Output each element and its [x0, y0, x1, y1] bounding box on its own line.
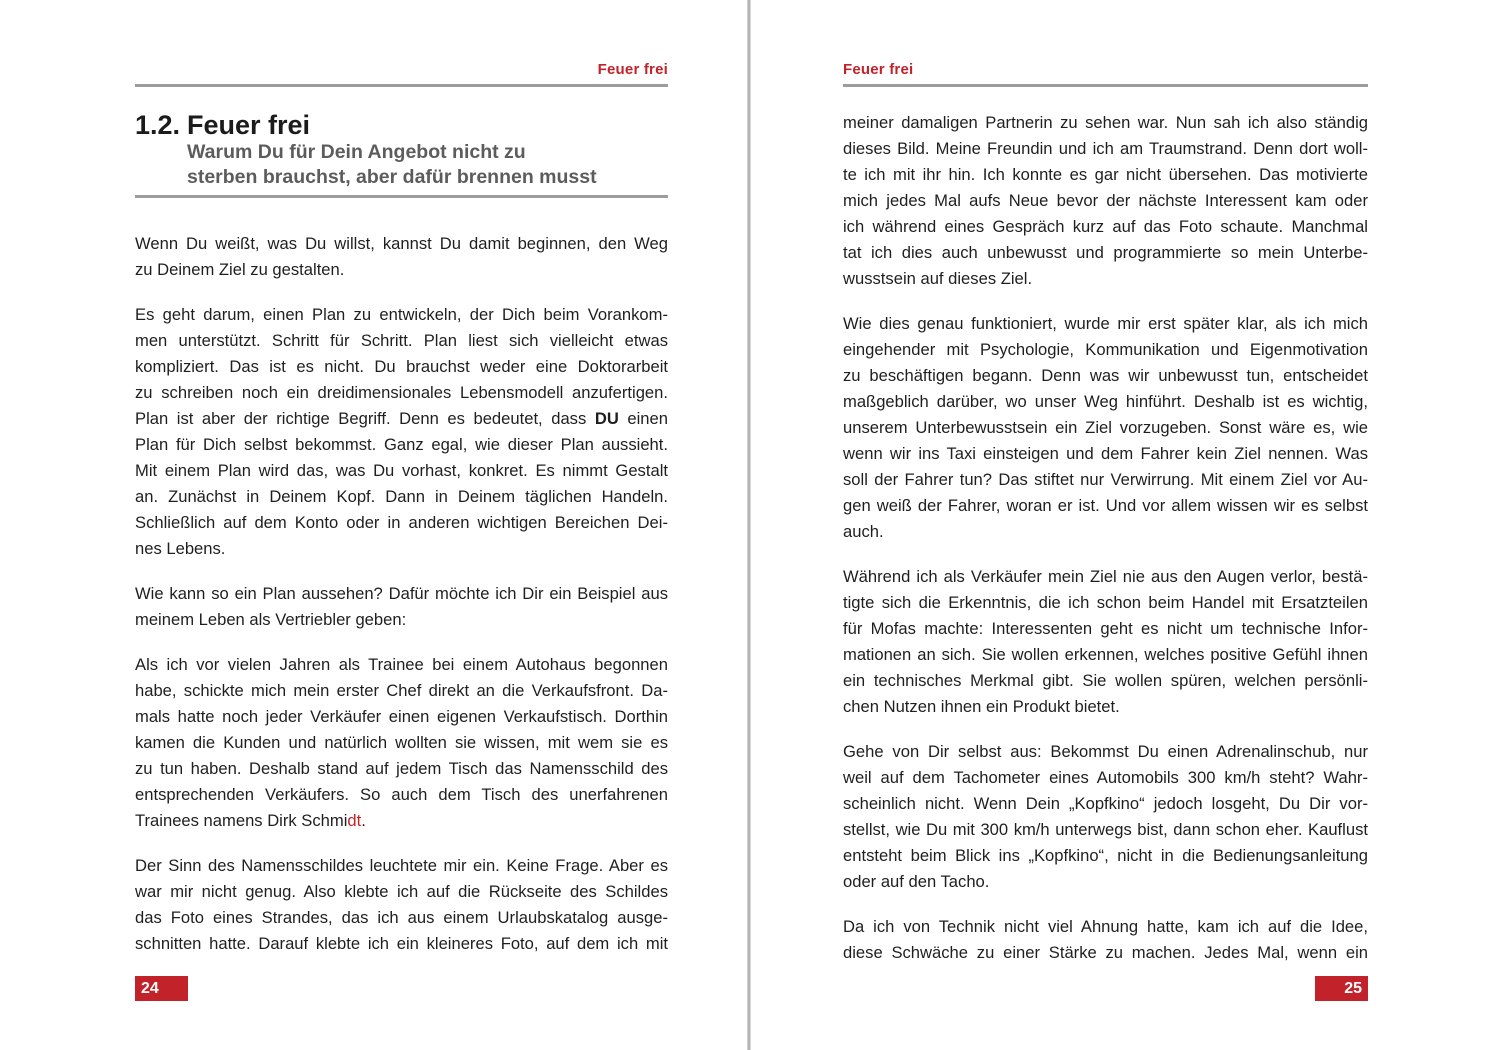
paragraph [135, 853, 668, 957]
body-line: Mit einem Plan wird das, was Du vorhast, konkret. Es nimmt Gestalt [135, 461, 668, 480]
chapter-subtitle-line: Warum Du für Dein Angebot nicht zu [187, 141, 526, 163]
running-header: Feuer frei [597, 61, 668, 78]
paragraph [843, 564, 1368, 720]
body-line: diese Schwäche zu einer Stärke zu machen. Jedes Mal, wenn ein [843, 943, 1368, 962]
body-line: weil auf dem Tachometer eines Automobils 300 km/h steht? Wahr- [843, 768, 1368, 787]
body-line: Schließlich auf dem Konto oder in anderen wichtigen Bereichen Dei- [135, 513, 668, 532]
body-line: zu schreiben noch ein dreidimensionales Lebensmodell anzufertigen. [135, 383, 668, 402]
text-segment: . [361, 811, 366, 830]
body-line: Der Sinn des Namensschildes leuchtete mir ein. Keine Frage. Aber es [135, 856, 668, 875]
heading-rule [135, 195, 668, 198]
page-number-badge: 25 [1315, 976, 1368, 1001]
chapter-subtitle-line: sterben brauchst, aber dafür brennen musst [187, 166, 597, 188]
accent-text: dt [347, 811, 362, 830]
page-body [843, 110, 1368, 966]
body-line: scheinlich nicht. Wenn Dein „Kopfkino“ jedoch losgeht, Du Dir vor- [843, 794, 1368, 813]
page-gutter-divider [747, 0, 751, 1050]
body-line: auch. [843, 522, 884, 541]
body-line: zu beschäftigen begann. Denn was wir unbewusst tun, entscheidet [843, 366, 1368, 385]
emphasized-text: DU [594, 409, 619, 428]
paragraph [135, 652, 668, 834]
body-line: schnitten hatte. Darauf klebte ich ein kleineres Foto, auf dem ich mit [135, 934, 668, 953]
body-line: tat ich dies auch unbewusst und programmierte so mein Unterbe- [843, 243, 1368, 262]
left-page [135, 0, 668, 1050]
body-line [135, 406, 668, 432]
body-line: war mir nicht genug. Also klebte ich auf die Rückseite des Schildes [135, 882, 668, 901]
body-line: meiner damaligen Partnerin zu sehen war. Nun sah ich also ständig [843, 113, 1368, 132]
body-line: tigte sich die Erkenntnis, die ich schon beim Handel mit Ersatzteilen [843, 593, 1368, 612]
body-line: Plan für Dich selbst bekommst. Ganz egal, wie dieser Plan aussieht. [135, 435, 668, 454]
body-line: Wenn Du weißt, was Du willst, kannst Du damit beginnen, den Weg [135, 234, 668, 253]
body-line: zu Deinem Ziel zu gestalten. [135, 260, 345, 279]
body-line: entsteht beim Blick ins „Kopfkino“, nicht in die Bedienungsanleitung [843, 846, 1368, 865]
body-line: gen weiß der Fahrer, woran er ist. Und vor allem wissen wir es selbst [843, 496, 1368, 515]
paragraph [843, 311, 1368, 545]
body-line: chen Nutzen ihnen ein Produkt bietet. [843, 697, 1120, 716]
body-line: mationen an sich. Sie wollen erkennen, welches positive Gefühl ihnen [843, 645, 1368, 664]
body-line: Da ich von Technik nicht viel Ahnung hatte, kam ich auf die Idee, [843, 917, 1368, 936]
body-line: an. Zunächst in Deinem Kopf. Dann in Deinem täglichen Handeln. [135, 487, 668, 506]
body-line: soll der Fahrer tun? Das stiftet nur Verwirrung. Mit einem Ziel vor Au- [843, 470, 1368, 489]
body-line: nes Lebens. [135, 539, 226, 558]
body-line: habe, schickte mich mein erster Chef direkt an die Verkaufsfront. Da- [135, 681, 668, 700]
chapter-subtitle [187, 140, 597, 190]
body-line: stellst, wie Du mit 300 km/h unterwegs bist, dann schon eher. Kauflust [843, 820, 1368, 839]
body-line: Während ich als Verkäufer mein Ziel nie aus den Augen verlor, bestä- [843, 567, 1368, 586]
body-line: meinem Leben als Vertriebler geben: [135, 610, 407, 629]
header-rule [843, 84, 1368, 87]
body-line: kompliziert. Das ist es nicht. Du brauchst weder eine Doktorarbeit [135, 357, 668, 376]
body-line: Es geht darum, einen Plan zu entwickeln, der Dich beim Vorankom- [135, 305, 668, 324]
header-rule [135, 84, 668, 87]
paragraph [135, 231, 668, 283]
body-line: kamen die Kunden und natürlich wollten sie wissen, mit wem sie es [135, 733, 668, 752]
body-line: Als ich vor vielen Jahren als Trainee bei einem Autohaus begonnen [135, 655, 668, 674]
body-line: ich während eines Gespräch kurz auf das Foto schaute. Manchmal [843, 217, 1368, 236]
paragraph [843, 914, 1368, 966]
chapter-number: 1.2. [135, 110, 181, 140]
body-line: für Mofas machte: Interessenten geht es nicht um technische Infor- [843, 619, 1368, 638]
body-line: mals hatte noch jeder Verkäufer einen eigenen Verkaufstisch. Dorthin [135, 707, 668, 726]
text-segment: Plan ist aber der richtige Begriff. Denn es bedeutet, dass [135, 409, 595, 428]
body-line [135, 808, 668, 834]
body-line: Wie kann so ein Plan aussehen? Dafür möchte ich Dir ein Beispiel aus [135, 584, 668, 603]
running-header: Feuer frei [843, 61, 914, 78]
paragraph [135, 302, 668, 562]
body-line: te ich mit ihr hin. Ich konnte es gar nicht übersehen. Das motivierte [843, 165, 1368, 184]
body-line: unserem Unterbewusstsein ein Ziel vorzugeben. Sonst wäre es, wie [843, 418, 1368, 437]
body-line: wenn wir ins Taxi einsteigen und dem Fahrer kein Ziel nennen. Was [843, 444, 1368, 463]
body-line: dieses Bild. Meine Freundin und ich am Traumstrand. Denn dort woll- [843, 139, 1368, 158]
body-line: eingehender mit Psychologie, Kommunikation und Eigenmotivation [843, 340, 1368, 359]
paragraph [843, 739, 1368, 895]
page-body [135, 231, 668, 957]
body-line: wusstsein auf dieses Ziel. [843, 269, 1033, 288]
body-line: das Foto eines Strandes, das ich aus einem Urlaubskatalog ausge- [135, 908, 668, 927]
body-line: Wie dies genau funktioniert, wurde mir erst später klar, als ich mich [843, 314, 1368, 333]
chapter-title: Feuer frei [187, 110, 311, 140]
body-line: maßgeblich darüber, wo unser Weg hinführt. Deshalb ist es wichtig, [843, 392, 1368, 411]
body-line: mich jedes Mal aufs Neue bevor der nächste Interessent kam oder [843, 191, 1368, 210]
body-line: entsprechenden Verkäufers. So auch dem Tisch des unerfahrenen [135, 785, 668, 804]
right-page [843, 0, 1368, 1050]
body-line: Gehe von Dir selbst aus: Bekommst Du einen Adrenalinschub, nur [843, 742, 1368, 761]
body-line: zu tun haben. Deshalb stand auf jedem Tisch das Namensschild des [135, 759, 668, 778]
paragraph [135, 581, 668, 633]
text-segment: Trainees namens Dirk Schmi [135, 811, 348, 830]
paragraph [843, 110, 1368, 292]
body-line: men unterstützt. Schritt für Schritt. Plan liest sich vielleicht etwas [135, 331, 668, 350]
body-line: oder auf den Tacho. [843, 872, 990, 891]
page-number-badge: 24 [135, 976, 188, 1001]
body-line: ein technisches Merkmal gibt. Sie wollen spüren, welchen persönli- [843, 671, 1368, 690]
text-segment: einen [618, 409, 668, 428]
